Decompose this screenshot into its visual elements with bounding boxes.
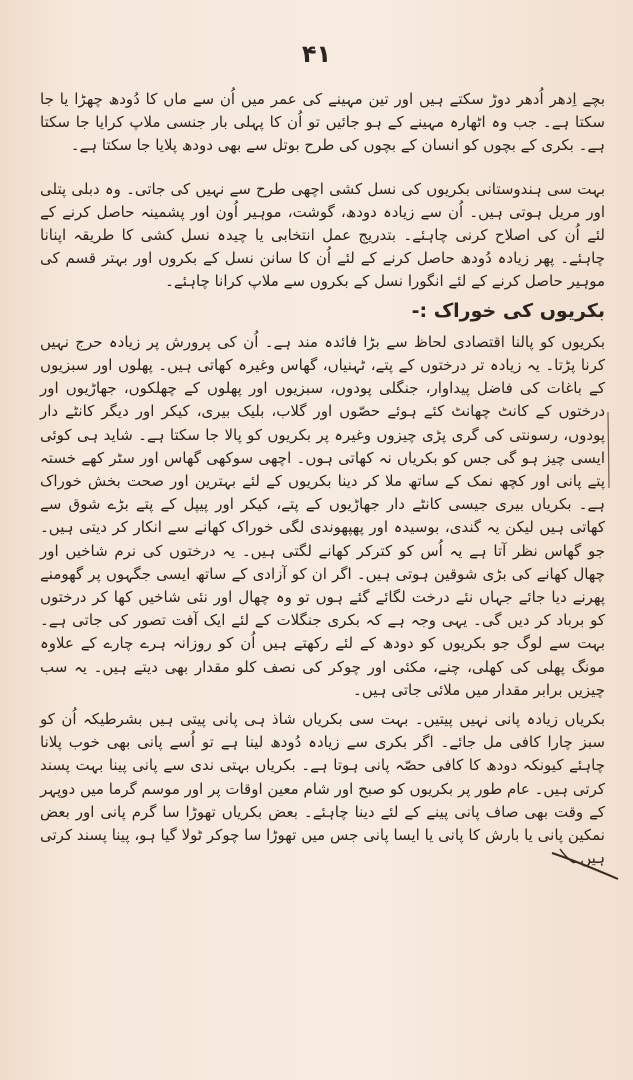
section-heading-goat-feed: بکریوں کی خوراک :- <box>411 299 605 322</box>
paragraph-feed: بکریوں کو پالنا اقتصادی لحاظ سے بڑا فائدہ مند ہے۔ اُن کی پرورش پر زیادہ حرج نہیں کرنا پڑتا۔ یہ زیادہ تر درختوں کے پتے، ٹہنیاں، گھاس وغیرہ کھاتی ہیں۔ پھلوں اور سبزیوں کے باغات کی فاضل پیداوار، جنگلی پودوں، سبزیوں اور پھلوں کے چھلکوں، جھاڑیوں اور درختوں کے کانٹ چھانٹ کئے ہوئے حصّوں اور گلاب، بلیک بیری، کیکر اور دیگر کانٹے دار پودوں، رسونتی کی گری پڑی چیزوں وغیرہ پر بکریوں کو پالا جا سکتا ہے۔ شاید ہی کوئی ایسی چیز ہو گی جس کو بکریاں نہ کھاتی ہوں۔ اچھی سوکھی گھاس اور سٹر کھے خستہ پتے پانی اور کچھ نمک کے ساتھ ملا کر دینا بکریوں کے لئے بہترین اور صحت بخش خوراک ہے۔ بکریاں بیری جیسی کانٹے دار جھاڑیوں کے پتے، کیکر اور پیپل کے پتے بڑے شوق سے کھاتی ہیں لیکن یہ گندی، بوسیدہ اور پھپھوندی لگی خوراک کھانے سے انکار کر دیتی ہیں۔ جو گھاس نظر آتا ہے یہ اُس کو کترکر کھانے لگتی ہیں۔ یہ درختوں کی نرم شاخیں اور چھال کھانے کی بڑی شوقین ہوتی ہیں۔ اگر ان کو آزادی کے ساتھ ایسی جگہوں پر گھومنے پھرنے دیا جائے جہاں نئے درخت لگائے گئے ہوں تو وہ چھال اور نئی شاخیں کھا کر درختوں کو برباد کر دیں گی۔ یہی وجہ ہے کہ بکری جنگلات کے لئے ایک آفت تصور کی جاتی ہے۔ بہت سے لوگ جو بکریوں کو دودھ کے لئے رکھتے ہیں اُن کو روزانہ ہرے چارے کے علاوہ مونگ پھلی کی کھلی، چنے، مکئی اور چوکر کی نصف کلو مقدار بھی دیتے ہیں۔ یہ سب چیزیں برابر مقدار میں ملائی جاتی ہیں۔ <box>40 332 605 699</box>
pen-stroke-mark <box>550 845 620 885</box>
page-number: ۴۱ <box>301 40 332 68</box>
paragraph-breeding: بہت سی ہندوستانی بکریوں کی نسل کشی اچھی طرح سے نہیں کی جاتی۔ وہ دبلی پتلی اور مریل ہوتی ہیں۔ اُن سے زیادہ دودھ، گوشت، موہیر اُون اور پشمینہ حاصل کرنے کے لئے اُن کی اصلاح کرنی چاہئے۔ بتدریج عمل انتخابی یا چیدہ نسل کشی کا طریقہ اپنانا چاہئے۔ پھر زیادہ دُودھ حاصل کرنے کے لئے اُن کا سانن نسل کے بکروں اور بہتر قسم کی موہیر حاصل کرنے کے لئے انگورا نسل کے بکروں سے ملاپ کرانا چاہئے۔ <box>40 179 605 291</box>
paragraph-water: بکریاں زیادہ پانی نہیں پیتیں۔ بہت سی بکریاں شاذ ہی پانی پیتی ہیں بشرطیکہ اُن کو سبز چارا کافی مل جائے۔ اگر بکری سے زیادہ دُودھ لینا ہے تو اُسے پانی بھی خوب پلانا چاہئے کیونکہ دودھ کا کافی حصّہ پانی ہوتا ہے۔ بکریاں بہتی ندی سے پانی پینا بہت پسند کرتی ہیں۔ عام طور پر بکریوں کو صبح اور شام معین اوقات پر اور موسم گرما میں دوپہر کے وقت بھی صاف پانی پینے کے لئے دینا چاہئے۔ بعض بکریاں تھوڑا سا گرم پانی اور بعض نمکین پانی یا بارش کا پانی یا ایسا پانی جس میں تھوڑا سا چوکر ٹولا گیا ہو، پینا پسند کرتی ہیں۔ <box>40 710 605 868</box>
body-text <box>40 88 605 871</box>
margin-pen-mark <box>600 410 615 490</box>
paragraph-kids-weaning: بچے اِدھر اُدھر دوڑ سکتے ہیں اور تین مہینے کی عمر میں اُن سے ماں کا دُودھ چھڑا یا جا سکتا ہے۔ جب وہ اٹھارہ مہینے کے ہو جائیں تو اُن کا پہلی بار جنسی ملاپ کرایا جا سکتا ہے۔ بکری کے بچوں کو انسان کے بچوں کی طرح بوتل سے بھی دودھ پلایا جا سکتا ہے۔ <box>40 90 605 155</box>
